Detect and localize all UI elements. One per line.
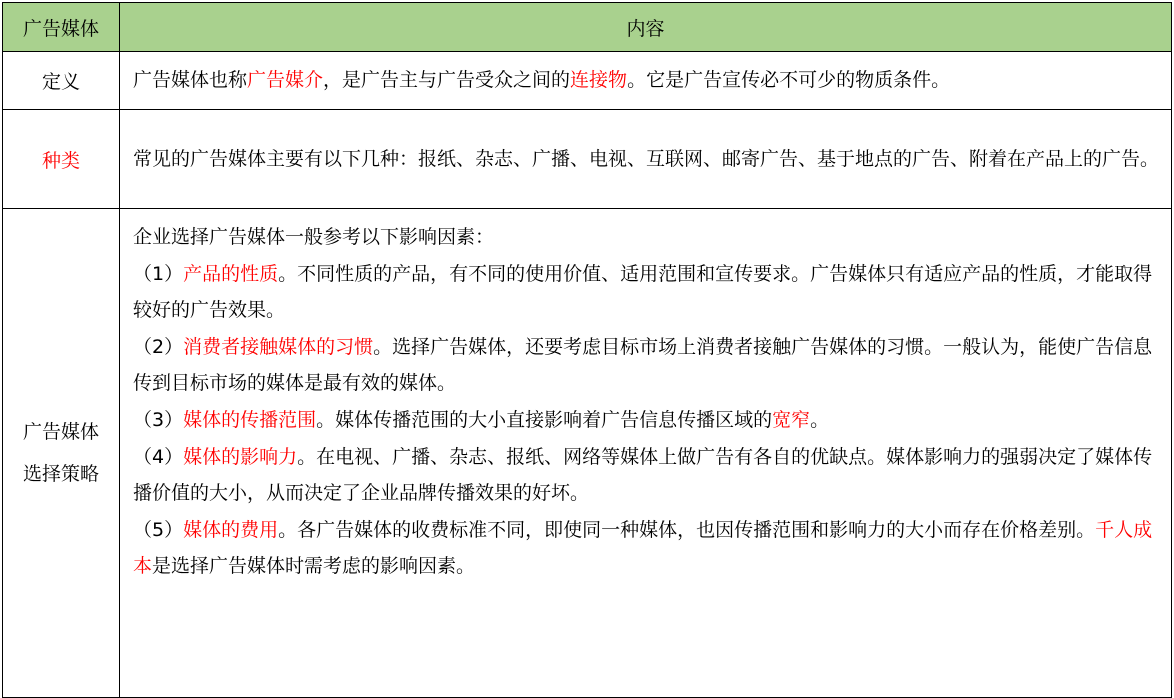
def-text-1: 广告媒体也称: [133, 69, 248, 91]
item-3-key2: 宽窄: [772, 408, 811, 431]
item-5-key2: 千人成本: [133, 518, 1153, 578]
content-strategy: [120, 209, 1172, 698]
item-5-text2: 是选择广告媒体时需考虑的影响因素。: [152, 555, 476, 578]
label-types: 种类: [3, 110, 120, 209]
item-3-key: 媒体的传播范围: [183, 408, 317, 431]
def-key-1: 广告媒介: [247, 69, 324, 91]
item-4-num: （4）: [133, 445, 184, 468]
item-3-text2: 。: [810, 408, 830, 431]
strategy-item-3: [133, 402, 1161, 439]
item-5-num: （5）: [133, 518, 184, 541]
def-text-3: 。它是广告宣传必不可少的物质条件。: [627, 69, 951, 91]
item-1-key: 产品的性质: [183, 262, 279, 285]
item-2-num: （2）: [133, 335, 184, 358]
item-2-key: 消费者接触媒体的习惯: [183, 335, 374, 358]
label-strategy-line2: 选择策略: [22, 463, 99, 485]
content-definition: [120, 52, 1172, 110]
item-4-key: 媒体的影响力: [183, 445, 298, 468]
strategy-intro: 企业选择广告媒体一般参考以下影响因素：: [133, 226, 495, 248]
header-col-media: 广告媒体: [3, 3, 120, 52]
item-1-text: 。不同性质的产品，有不同的使用价值、适用范围和宣传要求。广告媒体只有适应产品的性质，才能取得较好的广告效果。: [133, 262, 1153, 322]
item-2-text: 。选择广告媒体，还要考虑目标市场上消费者接触广告媒体的习惯。一般认为，能使广告信息传到目标市场的媒体是最有效的媒体。: [133, 335, 1153, 395]
def-key-2: 连接物: [570, 69, 628, 91]
row-strategy: [3, 209, 1172, 698]
item-3-num: （3）: [133, 408, 184, 431]
label-strategy: [3, 209, 120, 698]
def-text-2: ，是广告主与广告受众之间的: [323, 69, 571, 91]
item-4-text: 。在电视、广播、杂志、报纸、网络等媒体上做广告有各自的优缺点。媒体影响力的强弱决定了媒体传播价值的大小，从而决定了企业品牌传播效果的好坏。: [133, 445, 1153, 505]
label-strategy-line1: 广告媒体: [22, 421, 99, 443]
strategy-item-5: [133, 512, 1161, 585]
item-5-key: 媒体的费用: [183, 518, 279, 541]
item-5-text: 。各广告媒体的收费标准不同，即使同一种媒体，也因传播范围和影响力的大小而存在价格差别。: [278, 518, 1096, 541]
row-types: [3, 110, 1172, 209]
item-1-num: （1）: [133, 262, 184, 285]
header-col-content: 内容: [120, 3, 1172, 52]
strategy-item-2: [133, 329, 1161, 402]
label-definition: 定义: [3, 52, 120, 110]
strategy-item-4: [133, 439, 1161, 512]
row-definition: [3, 52, 1172, 110]
item-3-text: 。媒体传播范围的大小直接影响着广告信息传播区域的: [316, 408, 773, 431]
header-row: [3, 3, 1172, 52]
strategy-item-1: [133, 256, 1161, 329]
ad-media-table: [2, 2, 1172, 698]
content-types: 常见的广告媒体主要有以下几种：报纸、杂志、广播、电视、互联网、邮寄广告、基于地点的广告、附着在产品上的广告。: [120, 110, 1172, 209]
